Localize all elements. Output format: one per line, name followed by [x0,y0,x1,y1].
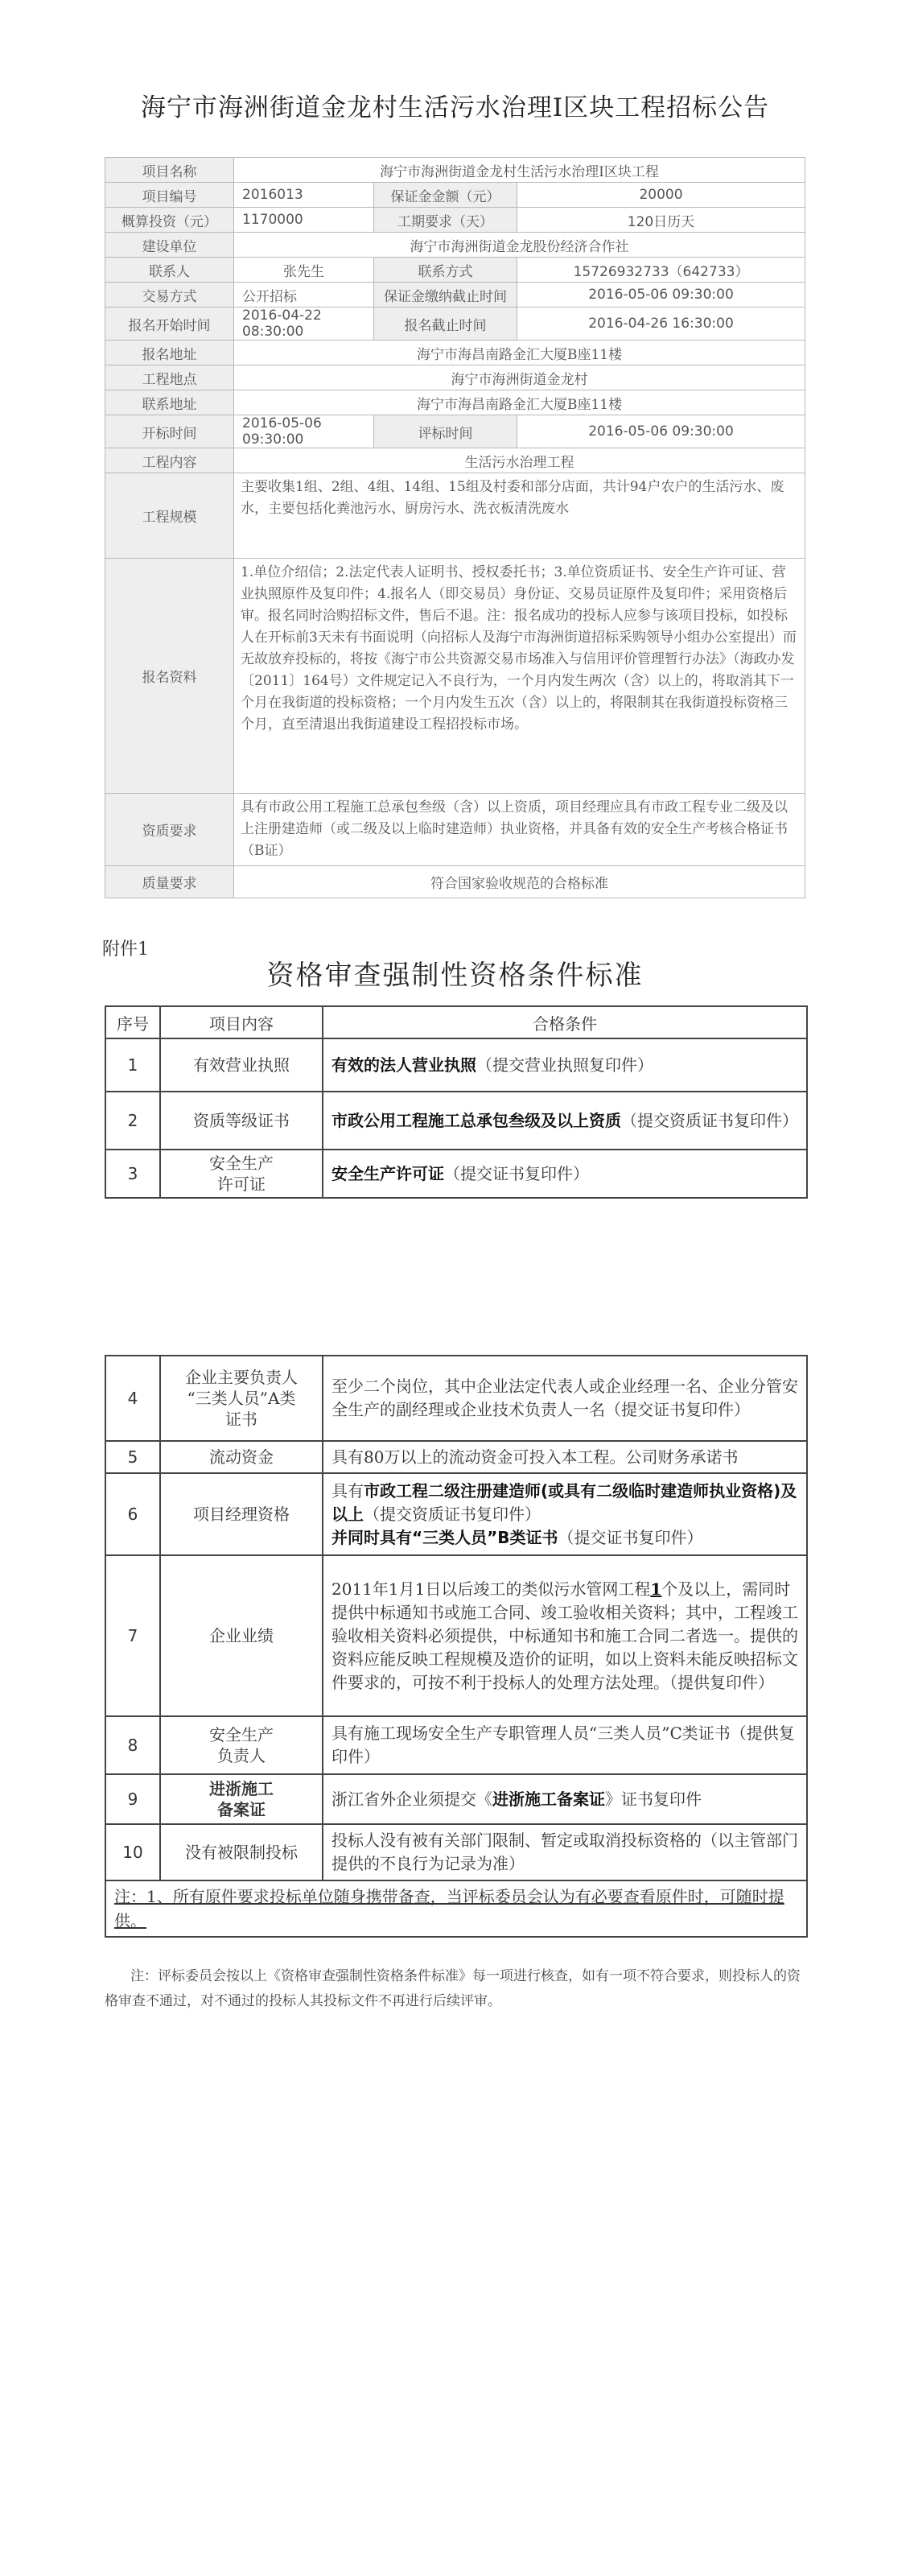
condition-bold: 市政工程二级注册建造师(或具有二级临时建造师执业资格)及以上 [331,1480,797,1524]
table-note: 注：1、所有原件要求投标单位随身携带备查，当评标委员会认为有必要查看原件时，可随时提供。 [105,1880,807,1937]
row-item [160,1150,323,1198]
condition-prefix: 2011年1月1日以后竣工的类似污水管网工程 [331,1579,651,1599]
condition-text: （提交资质证书复印件） [621,1110,798,1130]
row-no: 4 [105,1356,160,1441]
phone-value: 15726932733（642733） [517,258,805,283]
deposit-label: 保证金金额（元） [374,183,517,208]
row-no: 8 [105,1716,160,1774]
row-condition [323,1092,807,1150]
table-row [105,1473,807,1555]
row-condition: 具有80万以上的流动资金可投入本工程。公司财务承诺书 [323,1441,807,1473]
condition-text: 个及以上，需同时提供中标通知书或施工合同、竣工验收相关资料；其中，工程竣工验收相关资料必须提供，中标通知书和施工合同二者选一。提供的资料应能反映工程规模及造价的证明，如以上资料未能反映招标文件要求的，可按不利于投标人的处理方法处理。（提供复印件） [331,1579,798,1692]
row-item-line: 进浙施工 [209,1779,274,1798]
table-row [105,1824,807,1880]
row-no: 6 [105,1473,160,1555]
condition-bold: 有效的法人营业执照 [331,1055,476,1075]
condition-prefix: 浙江省外企业须提交《 [331,1789,492,1809]
row-item-line: 负责人 [217,1746,266,1765]
row-condition: 投标人没有被有关部门限制、暂定或取消投标资格的（以主管部门提供的不良行为记录为准） [323,1824,807,1880]
row-condition [323,1473,807,1555]
header-condition: 合格条件 [323,1006,807,1038]
row-item-line: 企业主要负责人 [185,1368,298,1387]
tender-notice-table [105,157,805,898]
row-item: 没有被限制投标 [160,1824,323,1880]
reg-start-label: 报名开始时间 [105,308,234,341]
project-no-value: 2016013 [234,183,374,208]
row-item-line: 证书 [225,1410,257,1429]
header-no: 序号 [105,1006,160,1038]
table-row [105,1441,807,1473]
row-condition [323,1555,807,1716]
row-no: 7 [105,1555,160,1716]
row-condition [323,1774,807,1824]
table-row [105,1555,807,1716]
condition-text-2: （提交证书复印件） [558,1527,703,1547]
deposit-deadline-value: 2016-05-06 09:30:00 [517,283,805,308]
qualification-title: 资格审查强制性资格条件标准 [266,960,644,992]
site-value: 海宁市海洲街道金龙村 [234,365,805,390]
condition-count: 1 [650,1579,662,1599]
eval-time-value: 2016-05-06 09:30:00 [517,415,805,448]
row-no: 3 [105,1150,160,1198]
trade-mode-value: 公开招标 [234,283,374,308]
row-item: 企业业绩 [160,1555,323,1716]
condition-bold-2: 并同时具有“三类人员”B类证书 [331,1527,558,1547]
reg-start-value: 2016-04-22 08:30:00 [234,308,374,341]
condition-text: 》证书复印件 [605,1789,702,1809]
row-item: 资质等级证书 [160,1092,323,1150]
open-time-value: 2016-05-06 09:30:00 [234,415,374,448]
header-item: 项目内容 [160,1006,323,1038]
scale-label: 工程规模 [105,473,234,559]
qualification-table-part2 [105,1355,808,1938]
reg-docs-value: 1.单位介绍信；2.法定代表人证明书、授权委托书；3.单位资质证书、安全生产许可证、营业执照原件及复印件；4.报名人（即交易员）身份证、交易员证原件及复印件；采用资格后审。报名同时洽购招标文件，售后不退。注：报名成功的投标人应参与该项目投标，如投标人在开标前3天未有书面说明（向招标人及海宁市海洲街道招标采购领导小组办公室提出）而无故放弃投标的，将按《海宁市公共资源交易市场准入与信用评价管理暂行办法》（海政办发〔2011〕164号）文件规定记入不良行为，一个月内发生两次（含）以上的，将取消其下一个月在我街道的投标资格；一个月内发生五次（含）以上的，将限制其在我街道投标资格三个月，直至清退出我街道建设工程招投标市场。 [234,559,805,794]
row-item [160,1716,323,1774]
row-item: 项目经理资格 [160,1473,323,1555]
condition-bold: 市政公用工程施工总承包叁级及以上资质 [331,1110,621,1130]
row-no: 9 [105,1774,160,1824]
row-condition [323,1038,807,1092]
row-condition [323,1150,807,1198]
duration-label: 工期要求（天） [374,208,517,233]
deposit-deadline-label: 保证金缴纳截止时间 [374,283,517,308]
content-value: 生活污水治理工程 [234,448,805,473]
project-no-label: 项目编号 [105,183,234,208]
project-name-label: 项目名称 [105,158,234,183]
row-item-line: 安全生产 [209,1725,274,1744]
eval-time-label: 评标时间 [374,415,517,448]
condition-bold: 进浙施工备案证 [492,1789,605,1809]
qual-value: 具有市政公用工程施工总承包叁级（含）以上资质，项目经理应具有市政工程专业二级及以上注册建造师（或二级及以上临时建造师）执业资格，并具备有效的安全生产考核合格证书（B证） [234,794,805,866]
condition-text: （提交营业执照复印件） [476,1055,653,1075]
page-title: 海宁市海洲街道金龙村生活污水治理Ⅰ区块工程招标公告 [140,93,770,122]
budget-value: 1170000 [234,208,374,233]
reg-end-value: 2016-04-26 16:30:00 [517,308,805,341]
condition-bold: 安全生产许可证 [331,1163,444,1183]
project-name-value: 海宁市海洲街道金龙村生活污水治理Ⅰ区块工程 [234,158,805,183]
row-no: 10 [105,1824,160,1880]
quality-label: 质量要求 [105,866,234,898]
budget-label: 概算投资（元） [105,208,234,233]
reg-addr-label: 报名地址 [105,341,234,365]
row-item: 有效营业执照 [160,1038,323,1092]
contact-addr-value: 海宁市海昌南路金汇大厦B座11楼 [234,390,805,415]
appendix-label: 附件1 [102,939,149,960]
reg-end-label: 报名截止时间 [374,308,517,341]
row-item-line: 安全生产 [209,1154,274,1173]
qualification-table-part1 [105,1005,808,1199]
deposit-value: 20000 [517,183,805,208]
row-no: 2 [105,1092,160,1150]
condition-text: （提交资质证书复印件） [364,1504,541,1524]
content-label: 工程内容 [105,448,234,473]
duration-value: 120日历天 [517,208,805,233]
row-condition: 至少二个岗位，其中企业法定代表人或企业经理一名、企业分管安全生产的副经理或企业技术负责人一名（提交证书复印件） [323,1356,807,1441]
builder-label: 建设单位 [105,233,234,258]
row-no: 1 [105,1038,160,1092]
trade-mode-label: 交易方式 [105,283,234,308]
site-label: 工程地点 [105,365,234,390]
table-row [105,1150,807,1198]
table-row [105,1038,807,1092]
row-item: 流动资金 [160,1441,323,1473]
reg-docs-label: 报名资料 [105,559,234,794]
condition-text: （提交证书复印件） [444,1163,589,1183]
contact-addr-label: 联系地址 [105,390,234,415]
table-row [105,1092,807,1150]
condition-prefix: 具有 [331,1480,364,1501]
row-item-line: “三类人员”A类 [187,1389,296,1408]
row-item-line: 备案证 [217,1800,266,1819]
footer-note: 注：评标委员会按以上《资格审查强制性资格条件标准》每一项进行核查，如有一项不符合要求，则投标人的资格审查不通过，对不通过的投标人其投标文件不再进行后续评审。 [105,1968,801,2009]
open-time-label: 开标时间 [105,415,234,448]
quality-value: 符合国家验收规范的合格标准 [234,866,805,898]
scale-value: 主要收集1组、2组、4组、14组、15组及村委和部分店面，共计94户农户的生活污水、废水，主要包括化粪池污水、厨房污水、洗衣板清洗废水 [234,473,805,559]
table-row [105,1774,807,1824]
contact-value: 张先生 [234,258,374,283]
table-row [105,1716,807,1774]
row-item-line: 许可证 [217,1174,266,1194]
row-condition: 具有施工现场安全生产专职管理人员“三类人员”C类证书（提供复印件） [323,1716,807,1774]
row-no: 5 [105,1441,160,1473]
contact-label: 联系人 [105,258,234,283]
reg-addr-value: 海宁市海昌南路金汇大厦B座11楼 [234,341,805,365]
row-item [160,1774,323,1824]
builder-value: 海宁市海洲街道金龙股份经济合作社 [234,233,805,258]
phone-label: 联系方式 [374,258,517,283]
row-item [160,1356,323,1441]
table-row [105,1356,807,1441]
qual-label: 资质要求 [105,794,234,866]
